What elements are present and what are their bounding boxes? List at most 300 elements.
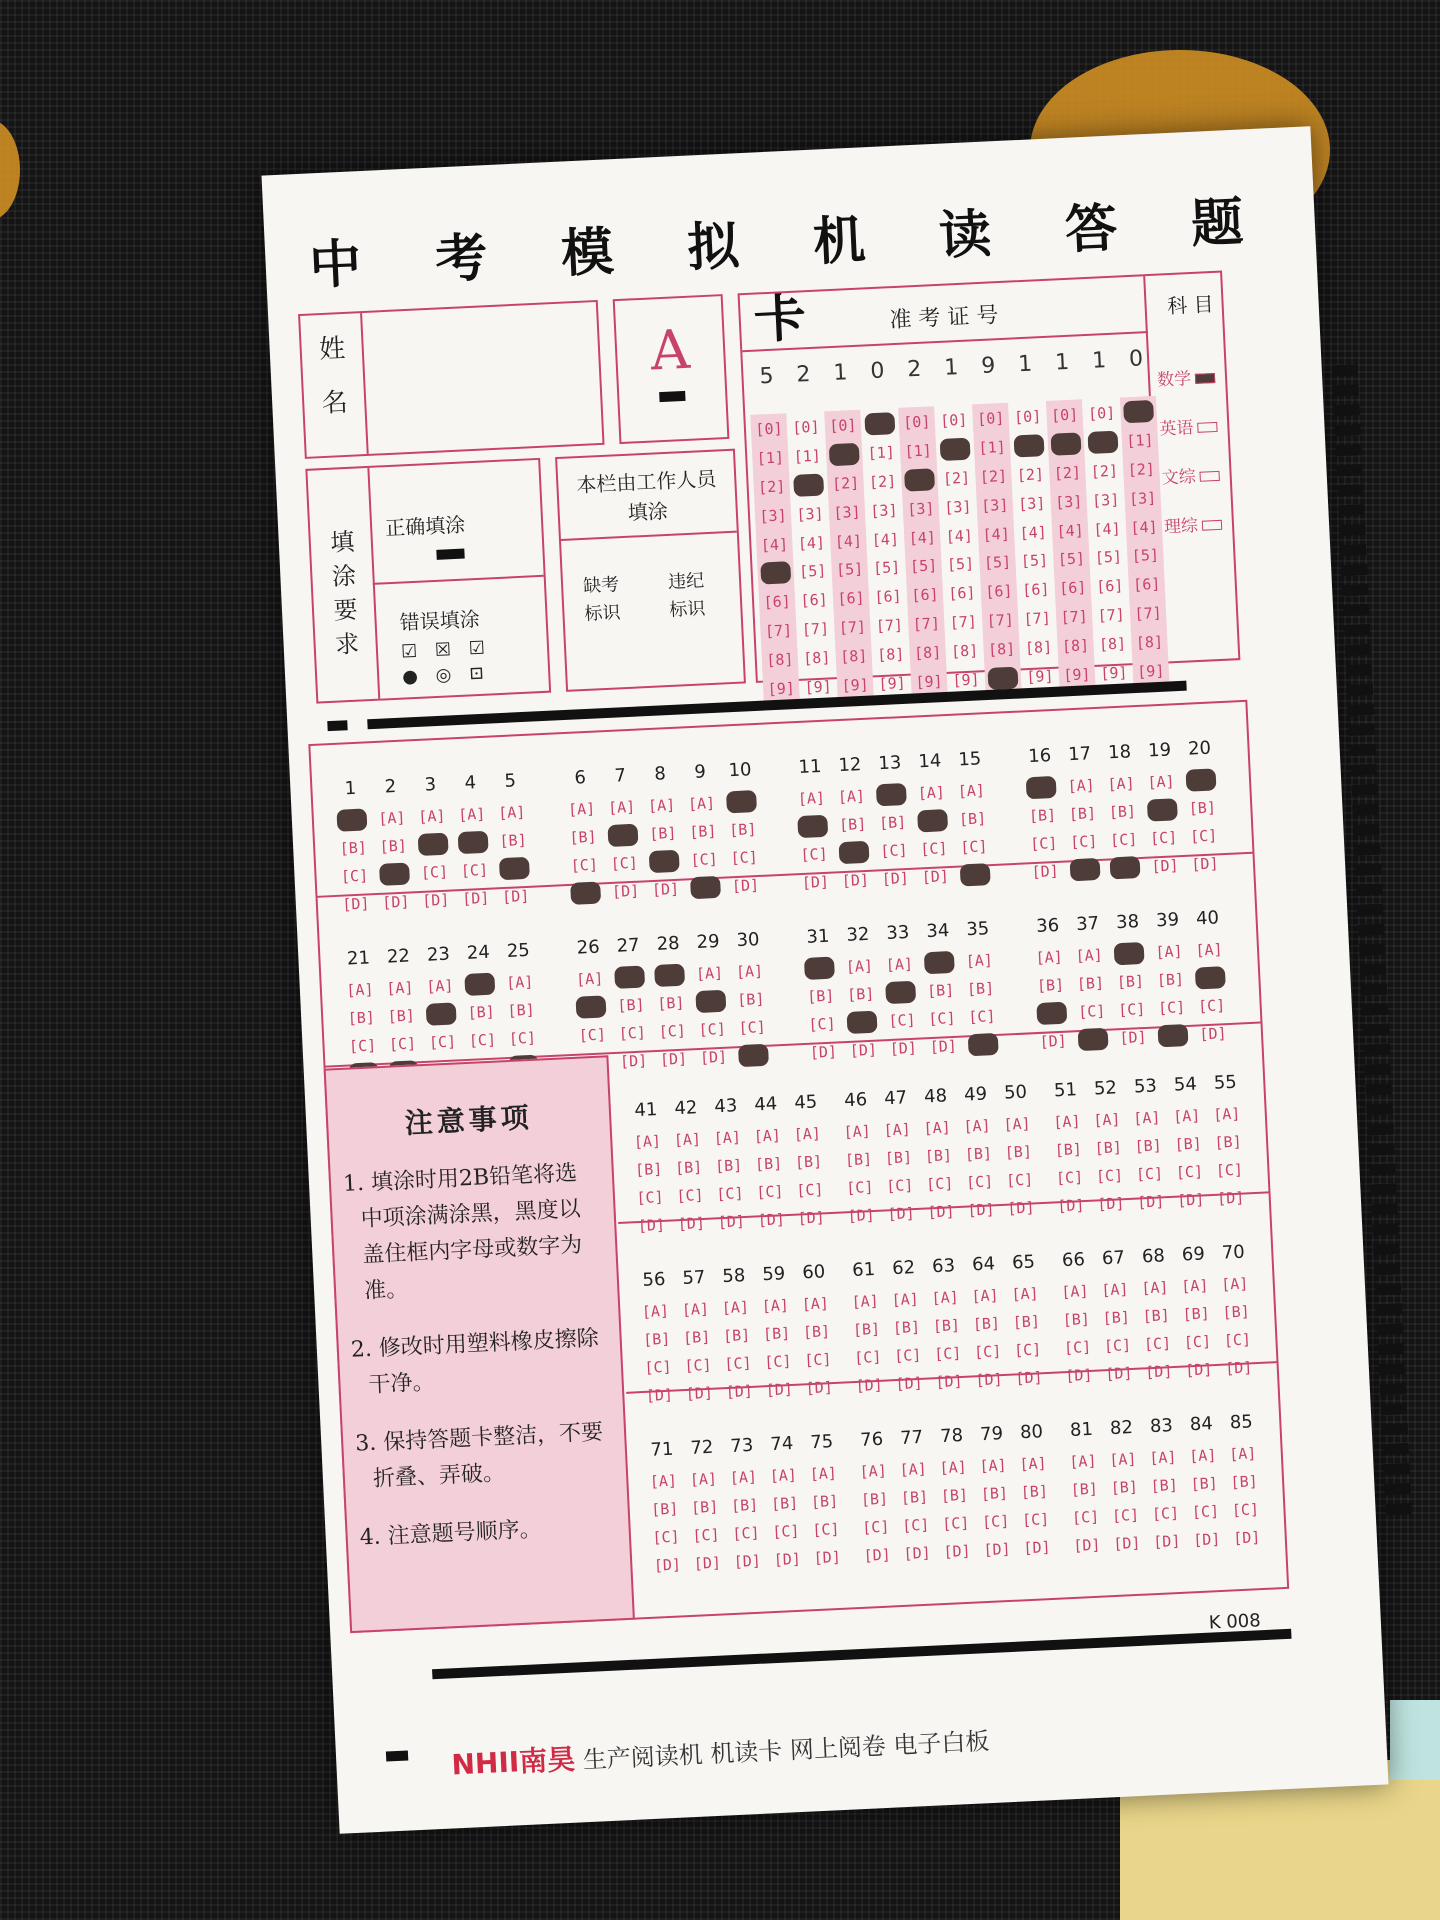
answer-bubble[interactable]: [D] [813,1547,842,1568]
answer-bubble[interactable]: [D] [421,890,450,910]
answer-bubble[interactable]: [A] [845,956,874,976]
answer-bubble[interactable]: [A] [633,1131,662,1152]
answer-bubble[interactable]: [D] [943,1541,972,1562]
answer-bubble[interactable]: [D] [653,1555,682,1575]
answer-bubble[interactable]: [B] [852,1319,881,1340]
answer-bubble[interactable] [1185,768,1216,791]
answer-bubble[interactable] [968,1033,999,1056]
answer-bubble[interactable]: [D] [1096,1194,1125,1214]
answer-bubble[interactable]: [A] [957,781,986,801]
answer-bubble[interactable]: [B] [347,1008,376,1028]
answer-bubble[interactable]: [D] [677,1213,706,1234]
answer-bubble[interactable]: [A] [1212,1104,1241,1124]
answer-bubble[interactable]: [D] [1039,1031,1068,1051]
answer-bubble[interactable] [1078,1028,1109,1051]
exam-id-bubble[interactable]: [8] [950,641,979,661]
answer-bubble[interactable]: [D] [1007,1198,1035,1218]
exam-id-bubble[interactable]: [6] [800,590,829,610]
answer-bubble[interactable]: [C] [1095,1166,1124,1186]
answer-bubble[interactable]: [C] [885,1176,914,1196]
answer-bubble[interactable]: [B] [1116,971,1145,992]
answer-bubble[interactable]: [C] [1197,996,1226,1016]
exam-id-bubble[interactable] [904,468,935,491]
exam-id-bubble[interactable] [940,437,971,460]
answer-bubble[interactable]: [A] [1052,1112,1081,1132]
answer-bubble[interactable] [847,1011,878,1034]
answer-bubble[interactable]: [C] [1063,1337,1092,1358]
answer-bubble[interactable]: [B] [1156,970,1185,990]
answer-bubble[interactable]: [D] [765,1379,794,1400]
answer-bubble[interactable]: [D] [1176,1190,1205,1210]
exam-id-bubble[interactable]: [4] [760,534,789,555]
answer-bubble[interactable]: [A] [939,1457,968,1478]
answer-bubble[interactable]: [C] [1055,1168,1084,1188]
answer-bubble[interactable]: [A] [681,1299,710,1320]
answer-bubble[interactable]: [B] [810,1491,839,1512]
answer-bubble[interactable]: [C] [1103,1335,1132,1356]
answer-bubble[interactable]: [C] [1189,826,1218,846]
answer-bubble[interactable]: [A] [1100,1280,1129,1300]
answer-bubble[interactable]: [B] [958,809,987,829]
answer-bubble[interactable]: [A] [931,1288,960,1308]
answer-bubble[interactable]: [C] [1109,830,1138,850]
answer-bubble[interactable]: [B] [1182,1304,1211,1324]
exam-id-bubble[interactable] [793,473,824,496]
answer-bubble[interactable]: [D] [921,867,950,887]
answer-bubble[interactable]: [D] [903,1543,932,1563]
exam-id-bubble[interactable]: [6] [947,583,976,603]
answer-bubble[interactable]: [D] [731,876,760,896]
answer-bubble[interactable]: [B] [1068,804,1097,824]
answer-bubble[interactable]: [A] [687,793,716,814]
answer-bubble[interactable]: [A] [885,954,914,975]
exam-id-bubble[interactable]: [0] [1087,403,1116,423]
answer-bubble[interactable]: [C] [959,837,988,857]
answer-bubble[interactable]: [C] [692,1525,720,1545]
exam-id-bubble[interactable]: [3] [1091,490,1120,510]
answer-bubble[interactable]: [C] [880,840,908,861]
answer-bubble[interactable]: [B] [846,984,875,1004]
answer-bubble[interactable]: [C] [933,1344,962,1364]
answer-bubble[interactable]: [C] [808,1014,837,1034]
exam-id-bubble[interactable]: [2] [1016,464,1045,485]
exam-id-bubble[interactable]: [3] [796,504,824,524]
answer-bubble[interactable]: [B] [634,1159,663,1180]
answer-bubble[interactable]: [C] [771,1521,800,1542]
exam-id-bubble[interactable]: [7] [1023,609,1052,629]
subject-bubble[interactable] [1202,520,1222,531]
exam-id-bubble[interactable]: [9] [1099,663,1128,683]
answer-bubble[interactable] [1070,858,1101,881]
answer-bubble[interactable]: [A] [345,980,374,1000]
answer-bubble[interactable]: [B] [838,814,867,835]
answer-bubble[interactable]: [C] [919,839,948,859]
exam-id-bubble[interactable]: [1] [978,437,1007,458]
answer-bubble[interactable]: [D] [619,1051,648,1071]
answer-bubble[interactable] [1147,798,1178,821]
exam-id-bubble[interactable]: [6] [1095,576,1124,597]
exam-id-bubble[interactable]: [9] [767,678,796,699]
answer-bubble[interactable]: [D] [863,1545,892,1565]
answer-bubble[interactable]: [D] [1031,861,1060,882]
answer-bubble[interactable]: [B] [1214,1132,1243,1152]
answer-bubble[interactable]: [D] [983,1539,1011,1560]
exam-id-bubble[interactable]: [5] [1020,551,1049,571]
answer-bubble[interactable] [1114,942,1145,965]
exam-id-bubble[interactable]: [6] [1058,578,1087,598]
answer-bubble[interactable]: [D] [693,1553,722,1573]
exam-id-bubble[interactable]: [7] [764,621,793,641]
answer-bubble[interactable]: [D] [757,1210,786,1230]
answer-bubble[interactable]: [A] [377,808,406,828]
exam-id-bubble[interactable]: [2] [831,473,860,493]
answer-bubble[interactable]: [A] [1148,1447,1177,1468]
answer-bubble[interactable]: [C] [1231,1500,1260,1520]
answer-bubble[interactable]: [D] [1119,1027,1148,1048]
exam-id-bubble[interactable]: [2] [1090,461,1119,481]
exam-id-bubble[interactable]: [4] [908,527,937,548]
exam-id-bubble[interactable]: [9] [1025,666,1054,687]
exam-id-bubble[interactable]: [6] [984,581,1013,602]
answer-bubble[interactable]: [A] [1228,1444,1257,1464]
answer-bubble[interactable]: [D] [1152,1531,1181,1552]
answer-bubble[interactable] [464,973,495,996]
answer-bubble[interactable] [607,824,638,847]
exam-id-bubble[interactable] [1123,400,1154,423]
answer-bubble[interactable]: [D] [887,1204,916,1224]
answer-bubble[interactable]: [B] [844,1149,873,1170]
answer-bubble[interactable]: [D] [847,1205,876,1226]
exam-id-bubble[interactable]: [5] [1094,547,1123,568]
exam-id-bubble[interactable]: [1] [1125,430,1154,451]
answer-bubble[interactable]: [A] [567,799,596,819]
answer-bubble[interactable]: [D] [1023,1538,1051,1558]
exam-id-bubble[interactable]: [3] [980,495,1009,515]
answer-bubble[interactable]: [C] [724,1353,752,1374]
answer-bubble[interactable]: [B] [1020,1482,1049,1502]
answer-bubble[interactable]: [B] [1076,973,1105,994]
exam-id-bubble[interactable]: [0] [939,410,968,430]
exam-id-bubble[interactable]: [2] [1127,459,1156,479]
answer-bubble[interactable] [1036,1002,1067,1025]
exam-id-bubble[interactable]: [3] [869,500,898,520]
answer-bubble[interactable]: [C] [388,1034,417,1054]
answer-bubble[interactable]: [A] [673,1130,702,1150]
exam-id-bubble[interactable]: [8] [765,650,794,670]
answer-bubble[interactable]: [B] [1094,1138,1123,1158]
answer-bubble[interactable]: [C] [800,844,829,865]
answer-bubble[interactable]: [B] [762,1324,791,1344]
answer-bubble[interactable]: [D] [841,870,870,891]
answer-bubble[interactable]: [A] [457,804,486,825]
exam-id-bubble[interactable]: [0] [828,415,857,436]
answer-bubble[interactable]: [D] [1184,1360,1213,1380]
exam-id-bubble[interactable]: [4] [871,529,900,549]
answer-bubble[interactable]: [B] [1054,1140,1083,1160]
answer-bubble[interactable]: [C] [340,866,369,886]
answer-bubble[interactable]: [B] [900,1487,929,1507]
exam-id-bubble[interactable]: [3] [833,502,861,522]
answer-bubble[interactable]: [C] [684,1355,712,1376]
answer-bubble[interactable]: [D] [1072,1535,1101,1555]
answer-bubble[interactable]: [B] [339,838,368,858]
answer-bubble[interactable]: [A] [1060,1281,1089,1302]
answer-bubble[interactable]: [A] [965,951,994,971]
answer-bubble[interactable]: [C] [732,1523,760,1543]
answer-bubble[interactable]: [B] [754,1154,783,1174]
answer-bubble[interactable]: [C] [1143,1334,1172,1354]
answer-bubble[interactable]: [C] [460,860,489,881]
answer-bubble[interactable]: [D] [1232,1528,1261,1548]
answer-bubble[interactable]: [D] [1191,854,1219,874]
answer-bubble[interactable] [614,966,645,989]
answer-bubble[interactable]: [D] [881,868,910,889]
answer-bubble[interactable]: [D] [967,1200,995,1220]
exam-id-bubble[interactable]: [7] [875,616,904,636]
exam-id-bubble[interactable]: [6] [763,592,792,612]
subject-option[interactable]: 数学 [1156,363,1217,391]
answer-bubble[interactable] [649,850,680,873]
exam-id-bubble[interactable]: [8] [913,643,942,663]
answer-bubble[interactable]: [B] [467,1002,496,1022]
answer-bubble[interactable]: [C] [738,1017,767,1038]
exam-id-bubble[interactable]: [6] [874,587,902,607]
answer-bubble[interactable]: [A] [1003,1114,1031,1134]
answer-bubble[interactable]: [D] [855,1375,884,1395]
answer-bubble[interactable]: [C] [1071,1507,1100,1527]
answer-bubble[interactable]: [C] [644,1357,673,1377]
answer-bubble[interactable]: [A] [1092,1110,1121,1130]
answer-bubble[interactable]: [A] [1132,1108,1161,1128]
answer-bubble[interactable]: [C] [1005,1170,1034,1190]
answer-bubble[interactable]: [A] [425,976,454,996]
exam-id-bubble[interactable]: [9] [841,675,870,695]
exam-id-bubble[interactable]: [7] [838,617,867,638]
exam-id-bubble[interactable]: [9] [952,670,980,690]
answer-bubble[interactable]: [C] [853,1347,882,1368]
answer-bubble[interactable]: [D] [809,1042,838,1062]
exam-id-bubble[interactable] [987,666,1018,689]
answer-bubble[interactable]: [B] [802,1322,831,1342]
answer-bubble[interactable]: [C] [716,1184,744,1204]
answer-bubble[interactable]: [C] [698,1019,727,1039]
answer-bubble[interactable]: [C] [845,1177,874,1198]
answer-bubble[interactable]: [A] [1172,1106,1201,1126]
answer-bubble[interactable]: [A] [1155,942,1184,962]
answer-bubble[interactable]: [B] [972,1314,1001,1334]
exam-id-bubble[interactable]: [7] [1060,607,1089,627]
exam-id-bubble[interactable]: [4] [945,526,974,546]
answer-bubble[interactable]: [A] [797,788,826,809]
exam-id-bubble[interactable]: [8] [1135,632,1164,652]
answer-bubble[interactable]: [A] [769,1465,798,1486]
answer-bubble[interactable]: [A] [851,1291,880,1312]
answer-bubble[interactable]: [C] [888,1010,916,1031]
answer-bubble[interactable]: [B] [892,1317,921,1338]
answer-bubble[interactable] [924,951,955,974]
answer-bubble[interactable]: [B] [926,980,955,1001]
exam-id-bubble[interactable]: [6] [1132,575,1161,595]
subject-option[interactable]: 英语 [1159,412,1220,440]
answer-bubble[interactable] [876,783,907,806]
answer-bubble[interactable]: [B] [878,813,907,833]
answer-bubble[interactable]: [C] [618,1023,647,1043]
answer-bubble[interactable]: [B] [884,1148,913,1168]
answer-bubble[interactable] [695,990,726,1013]
exam-id-bubble[interactable]: [8] [1024,637,1053,658]
answer-bubble[interactable] [418,833,449,856]
answer-bubble[interactable]: [C] [927,1008,956,1029]
answer-bubble[interactable] [1026,776,1057,799]
answer-bubble[interactable]: [B] [1110,1477,1139,1498]
answer-bubble[interactable]: [A] [1075,945,1104,966]
answer-bubble[interactable]: [C] [1077,1001,1106,1022]
exam-id-bubble[interactable]: [4] [1130,517,1158,537]
answer-bubble[interactable]: [C] [1135,1164,1164,1184]
answer-bubble[interactable]: [B] [1188,798,1217,818]
answer-bubble[interactable]: [C] [468,1030,497,1050]
answer-bubble[interactable]: [C] [652,1527,681,1547]
answer-bubble[interactable] [839,841,870,864]
exam-id-bubble[interactable]: [7] [986,610,1015,631]
answer-bubble[interactable]: [A] [1019,1454,1047,1474]
answer-bubble[interactable]: [D] [935,1371,964,1392]
exam-id-bubble[interactable]: [2] [1053,463,1082,483]
answer-bubble[interactable] [426,1002,457,1025]
answer-bubble[interactable]: [D] [797,1208,826,1228]
answer-bubble[interactable]: [B] [648,823,677,844]
answer-bubble[interactable]: [C] [1111,1505,1140,1526]
answer-bubble[interactable]: [D] [1056,1196,1085,1216]
answer-bubble[interactable] [885,981,916,1004]
answer-bubble[interactable] [917,809,948,832]
answer-bubble[interactable]: [C] [803,1350,832,1370]
answer-bubble[interactable]: [A] [721,1297,750,1318]
exam-id-bubble[interactable] [864,412,895,435]
exam-id-bubble[interactable]: [8] [876,644,905,665]
exam-id-bubble[interactable]: [8] [1061,636,1090,656]
exam-id-bubble[interactable]: [6] [837,588,866,609]
answer-bubble[interactable]: [D] [773,1549,802,1570]
answer-bubble[interactable]: [A] [761,1296,790,1316]
answer-bubble[interactable]: [C] [1069,832,1098,852]
answer-bubble[interactable]: [D] [1112,1533,1141,1554]
answer-bubble[interactable]: [D] [927,1202,956,1222]
exam-id-bubble[interactable]: [3] [906,498,935,519]
answer-bubble[interactable]: [D] [1199,1024,1227,1044]
answer-bubble[interactable]: [A] [1035,947,1064,968]
answer-bubble[interactable]: [B] [642,1329,671,1349]
answer-bubble[interactable]: [A] [1011,1284,1039,1304]
exam-id-bubble[interactable] [829,443,860,466]
exam-id-bubble[interactable]: [1] [793,446,822,466]
answer-bubble[interactable]: [B] [806,986,835,1006]
exam-id-bubble[interactable]: [4] [1019,522,1048,542]
subject-bubble[interactable] [1199,471,1219,482]
answer-bubble[interactable] [738,1044,769,1067]
exam-id-bubble[interactable]: [5] [798,561,827,582]
answer-bubble[interactable]: [D] [699,1047,728,1067]
answer-bubble[interactable]: [B] [1070,1479,1099,1499]
exam-id-bubble[interactable]: [0] [755,419,783,439]
answer-bubble[interactable] [576,995,607,1018]
answer-bubble[interactable]: [A] [971,1286,1000,1306]
answer-bubble[interactable]: [B] [1036,975,1065,996]
answer-bubble[interactable]: [C] [941,1513,970,1534]
answer-bubble[interactable]: [B] [1222,1302,1251,1322]
answer-bubble[interactable]: [C] [861,1517,890,1537]
answer-bubble[interactable]: [C] [1117,999,1146,1020]
exam-id-bubble[interactable]: [4] [834,531,863,551]
answer-bubble[interactable]: [A] [497,802,526,823]
answer-bubble[interactable]: [D] [611,881,640,901]
answer-bubble[interactable]: [C] [676,1185,704,1206]
answer-bubble[interactable] [726,790,757,813]
answer-bubble[interactable] [804,957,835,980]
answer-bubble[interactable]: [B] [387,1006,416,1026]
answer-bubble[interactable]: [B] [379,836,408,856]
answer-bubble[interactable]: [C] [420,862,449,882]
answer-bubble[interactable]: [D] [685,1383,714,1404]
answer-bubble[interactable]: [C] [508,1028,537,1048]
answer-bubble[interactable]: [D] [461,888,490,908]
answer-bubble[interactable]: [B] [507,1000,536,1020]
answer-bubble[interactable] [1195,966,1226,989]
answer-bubble[interactable]: [A] [1069,1451,1097,1472]
answer-bubble[interactable]: [D] [733,1551,762,1571]
answer-bubble[interactable]: [C] [690,849,719,870]
subject-bubble[interactable] [1195,373,1215,384]
answer-bubble[interactable]: [C] [1021,1510,1050,1530]
answer-bubble[interactable]: [A] [843,1122,872,1142]
exam-id-bubble[interactable]: [2] [942,468,971,488]
answer-bubble[interactable]: [D] [801,872,830,892]
answer-bubble[interactable]: [B] [1230,1472,1259,1492]
answer-bubble[interactable] [379,862,410,885]
exam-id-bubble[interactable]: [8] [802,648,831,668]
answer-bubble[interactable]: [C] [730,848,759,868]
exam-id-bubble[interactable]: [0] [791,417,820,437]
answer-bubble[interactable]: [A] [575,969,604,989]
answer-bubble[interactable]: [B] [736,989,765,1010]
answer-bubble[interactable]: [D] [1151,856,1179,876]
exam-id-bubble[interactable]: [4] [797,533,826,553]
exam-id-bubble[interactable]: [1] [904,441,933,461]
answer-bubble[interactable]: [D] [1144,1362,1173,1382]
answer-bubble[interactable] [336,808,367,831]
answer-bubble[interactable]: [A] [647,795,676,816]
answer-bubble[interactable] [1158,1024,1189,1047]
answer-bubble[interactable]: [B] [728,820,757,840]
exam-id-bubble[interactable]: [7] [1097,605,1126,625]
answer-bubble[interactable]: [B] [770,1493,799,1514]
answer-bubble[interactable]: [D] [501,886,530,907]
answer-bubble[interactable]: [A] [1067,776,1096,796]
answer-bubble[interactable]: [B] [1012,1312,1041,1332]
answer-bubble[interactable]: [C] [901,1515,930,1535]
exam-id-bubble[interactable]: [4] [1093,519,1122,539]
answer-bubble[interactable]: [A] [1147,772,1175,792]
exam-id-bubble[interactable]: [3] [1017,493,1046,513]
answer-bubble[interactable]: [C] [925,1174,954,1194]
answer-bubble[interactable]: [D] [1104,1363,1133,1384]
answer-bubble[interactable]: [A] [891,1289,920,1310]
exam-id-bubble[interactable]: [2] [979,466,1008,486]
answer-bubble[interactable]: [B] [1004,1142,1033,1162]
exam-id-bubble[interactable]: [2] [868,471,897,492]
answer-bubble[interactable]: [C] [811,1519,840,1540]
answer-bubble[interactable]: [D] [645,1385,674,1405]
